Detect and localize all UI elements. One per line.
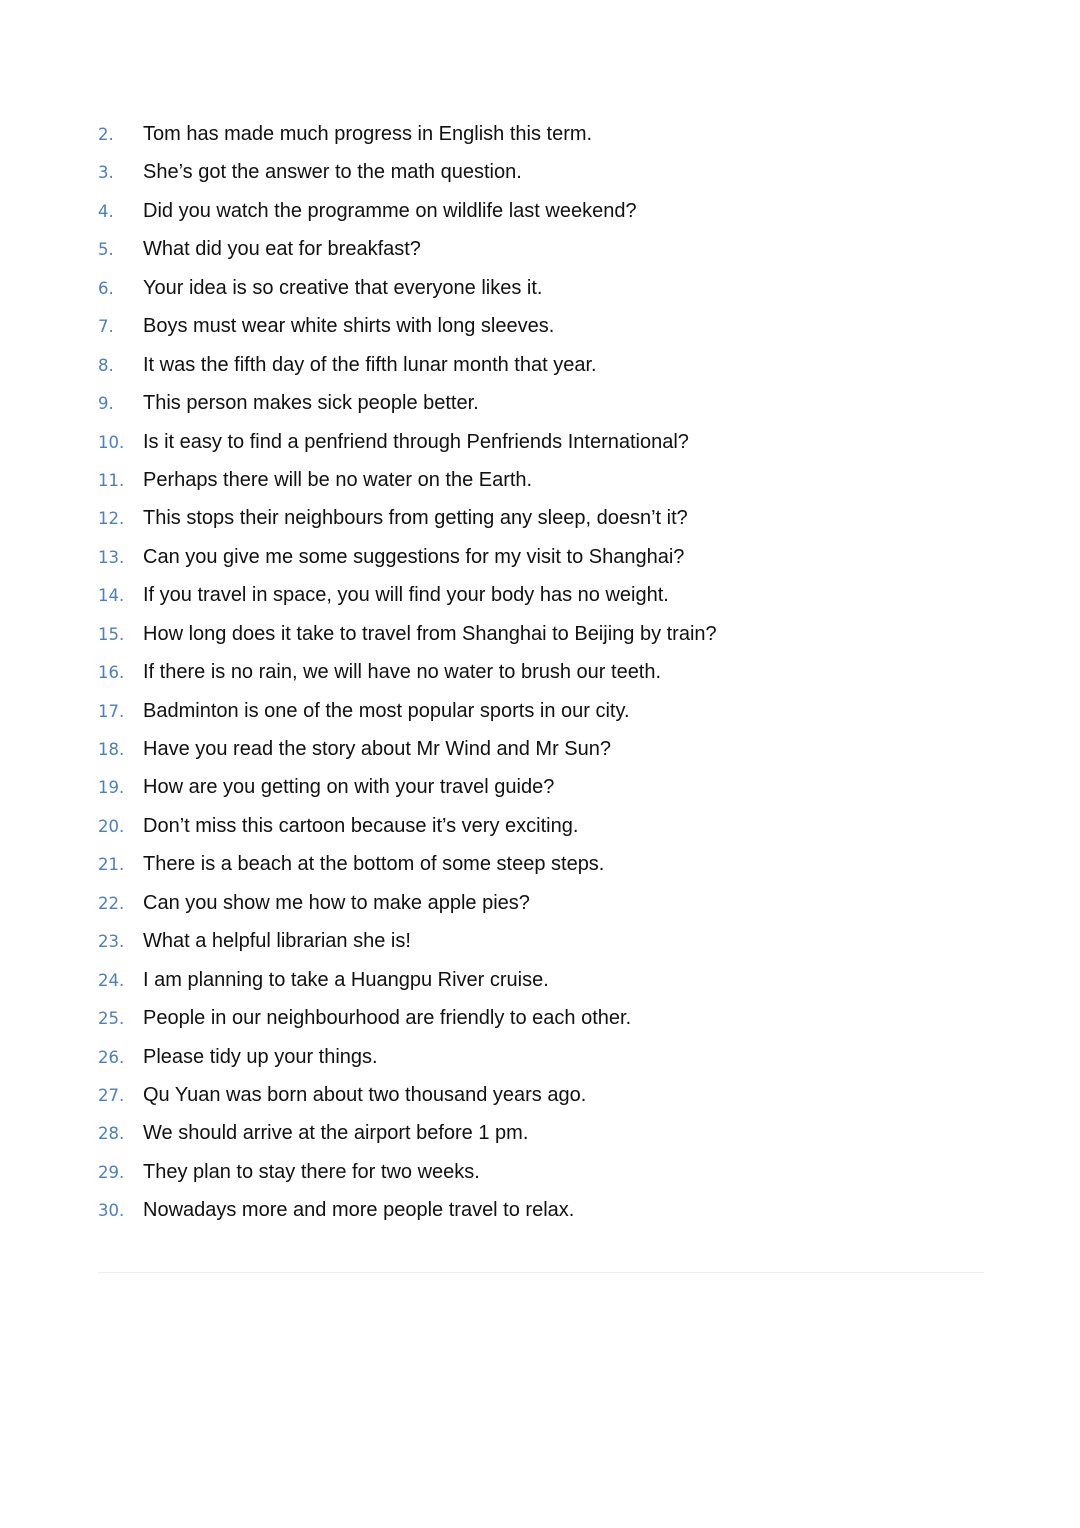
item-number: 11. bbox=[98, 470, 125, 490]
item-text: Your idea is so creative that everyone likes it. bbox=[143, 276, 543, 299]
list-item bbox=[98, 1046, 998, 1084]
item-text: If you travel in space, you will find your body has no weight. bbox=[143, 584, 669, 607]
item-number: 26. bbox=[98, 1047, 125, 1067]
item-text: Boys must wear white shirts with long sleeves. bbox=[143, 315, 555, 338]
list-item bbox=[98, 584, 998, 622]
item-text: Badminton is one of the most popular sports in our city. bbox=[143, 699, 630, 722]
list-item bbox=[98, 161, 998, 199]
item-text: Did you watch the programme on wildlife last weekend? bbox=[143, 199, 637, 222]
item-number: 16. bbox=[98, 663, 125, 683]
list-item bbox=[98, 123, 998, 161]
list-item bbox=[98, 507, 998, 545]
item-number: 24. bbox=[98, 970, 125, 990]
item-text: It was the fifth day of the fifth lunar month that year. bbox=[143, 353, 597, 376]
item-number: 4. bbox=[98, 201, 114, 221]
list-item bbox=[98, 776, 998, 814]
item-text: How long does it take to travel from Shanghai to Beijing by train? bbox=[143, 622, 717, 645]
footer-divider bbox=[98, 1272, 984, 1273]
item-text: Perhaps there will be no water on the Earth. bbox=[143, 468, 533, 491]
item-number: 6. bbox=[98, 278, 114, 298]
list-item bbox=[98, 1199, 998, 1237]
item-number: 27. bbox=[98, 1085, 125, 1105]
item-text: Is it easy to find a penfriend through Penfriends International? bbox=[143, 430, 689, 453]
item-number: 9. bbox=[98, 394, 114, 414]
item-number: 7. bbox=[98, 317, 114, 337]
item-text: What a helpful librarian she is! bbox=[143, 930, 411, 953]
item-number: 15. bbox=[98, 624, 125, 644]
list-item bbox=[98, 853, 998, 891]
item-text: How are you getting on with your travel guide? bbox=[143, 776, 555, 799]
item-number: 8. bbox=[98, 355, 114, 375]
item-number: 22. bbox=[98, 893, 125, 913]
item-number: 14. bbox=[98, 586, 125, 606]
item-text: This person makes sick people better. bbox=[143, 392, 479, 415]
list-item bbox=[98, 969, 998, 1007]
list-item bbox=[98, 661, 998, 699]
list-item bbox=[98, 469, 998, 507]
list-item bbox=[98, 354, 998, 392]
list-item bbox=[98, 392, 998, 430]
item-number: 20. bbox=[98, 816, 125, 836]
item-number: 21. bbox=[98, 855, 125, 875]
item-number: 19. bbox=[98, 778, 125, 798]
list-item bbox=[98, 200, 998, 238]
list-item bbox=[98, 1161, 998, 1199]
item-text: Tom has made much progress in English this term. bbox=[143, 123, 593, 145]
item-number: 17. bbox=[98, 701, 125, 721]
list-item bbox=[98, 623, 998, 661]
item-number: 3. bbox=[98, 163, 114, 183]
item-text: What did you eat for breakfast? bbox=[143, 238, 421, 261]
item-text: She’s got the answer to the math question. bbox=[143, 161, 522, 184]
item-text: They plan to stay there for two weeks. bbox=[143, 1160, 480, 1183]
item-text: Nowadays more and more people travel to relax. bbox=[143, 1199, 575, 1222]
item-text: If there is no rain, we will have no water to brush our teeth. bbox=[143, 661, 662, 684]
item-number: 23. bbox=[98, 932, 125, 952]
list-item bbox=[98, 1084, 998, 1122]
list-item bbox=[98, 1007, 998, 1045]
list-item bbox=[98, 892, 998, 930]
item-text: This stops their neighbours from getting any sleep, doesn’t it? bbox=[143, 507, 688, 530]
item-number: 5. bbox=[98, 240, 114, 260]
item-text: Can you show me how to make apple pies? bbox=[143, 891, 530, 914]
item-text: Please tidy up your things. bbox=[143, 1045, 378, 1068]
item-text: We should arrive at the airport before 1 pm. bbox=[143, 1122, 529, 1145]
item-number: 2. bbox=[98, 125, 114, 144]
item-text: Don’t miss this cartoon because it’s very exciting. bbox=[143, 814, 579, 837]
item-text: I am planning to take a Huangpu River cruise. bbox=[143, 968, 549, 991]
item-text: Can you give me some suggestions for my visit to Shanghai? bbox=[143, 545, 685, 568]
item-text: People in our neighbourhood are friendly to each other. bbox=[143, 1007, 632, 1030]
list-item bbox=[98, 815, 998, 853]
list-item bbox=[98, 431, 998, 469]
list-item bbox=[98, 238, 998, 276]
list-item bbox=[98, 315, 998, 353]
list-item bbox=[98, 700, 998, 738]
item-number: 13. bbox=[98, 547, 125, 567]
item-text: There is a beach at the bottom of some steep steps. bbox=[143, 853, 605, 876]
item-number: 25. bbox=[98, 1009, 125, 1029]
item-number: 29. bbox=[98, 1162, 125, 1182]
item-number: 10. bbox=[98, 432, 125, 452]
item-number: 28. bbox=[98, 1124, 125, 1144]
list-item bbox=[98, 1122, 998, 1160]
item-number: 12. bbox=[98, 509, 125, 529]
sentence-list bbox=[98, 123, 998, 1238]
item-number: 30. bbox=[98, 1201, 125, 1221]
item-text: Qu Yuan was born about two thousand years ago. bbox=[143, 1083, 587, 1106]
list-item bbox=[98, 930, 998, 968]
list-item bbox=[98, 738, 998, 776]
item-text: Have you read the story about Mr Wind and Mr Sun? bbox=[143, 738, 612, 760]
item-number: 18. bbox=[98, 740, 125, 759]
list-item bbox=[98, 277, 998, 315]
list-item bbox=[98, 546, 998, 584]
